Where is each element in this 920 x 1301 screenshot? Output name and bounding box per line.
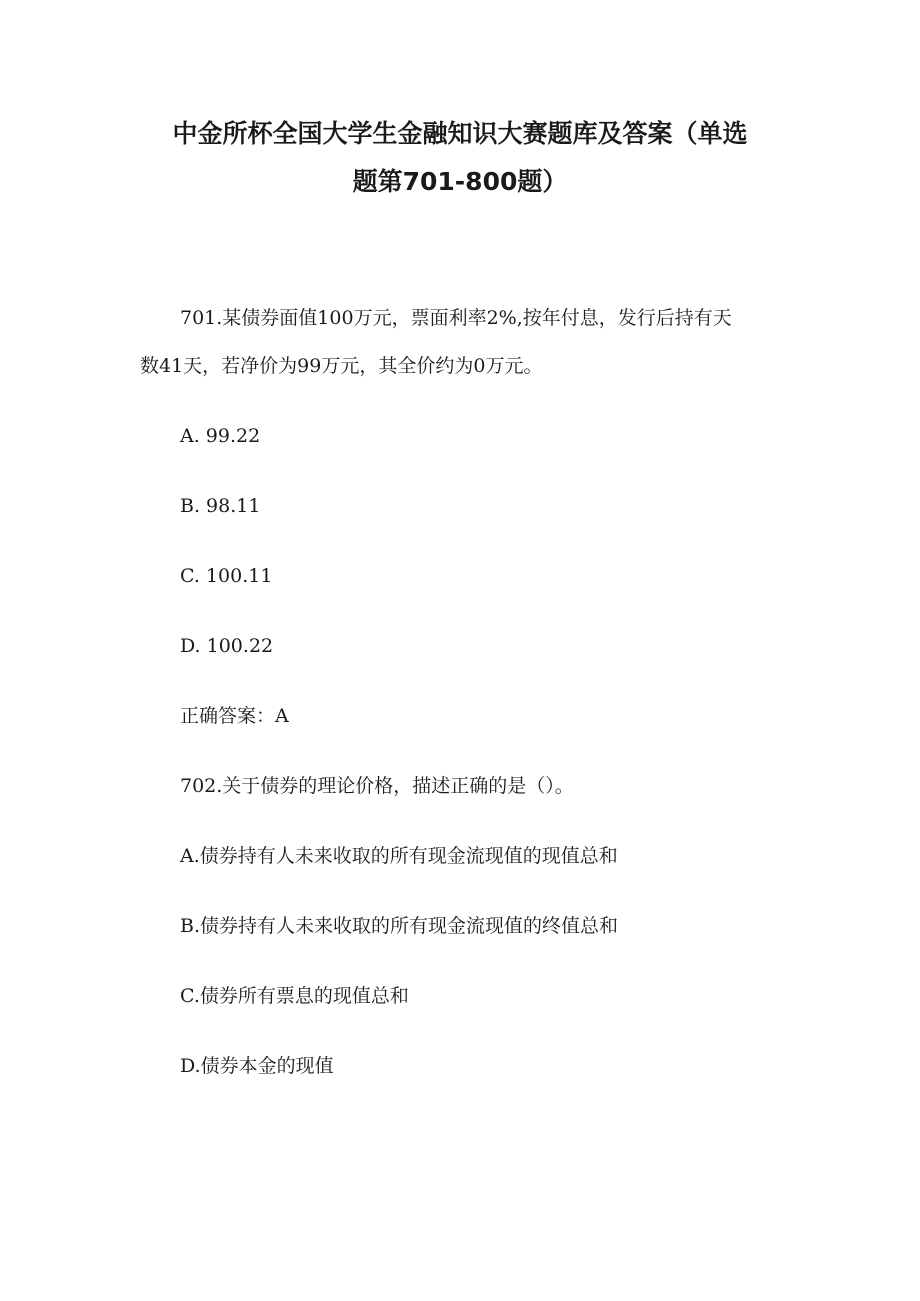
document-title [120, 110, 800, 206]
question-702-option-d: D.债券本金的现值 [180, 1055, 334, 1077]
question-701-text-line-2: 数41天，若净价为99万元，其全价约为0万元。 [140, 355, 543, 377]
question-701-option-b: B. 98.11 [180, 495, 261, 517]
question-701-answer: 正确答案：A [180, 705, 289, 727]
question-702-text: 702.关于债券的理论价格，描述正确的是（）。 [180, 775, 574, 797]
document-title-line-1: 中金所杯全国大学生金融知识大赛题库及答案（单选 [172, 119, 748, 148]
question-701-option-a: A. 99.22 [180, 425, 261, 447]
question-702-option-a: A.债券持有人未来收取的所有现金流现值的现值总和 [180, 845, 618, 867]
question-702-option-c: C.债券所有票息的现值总和 [180, 985, 409, 1007]
question-701-option-d: D. 100.22 [180, 635, 274, 657]
question-702-option-b: B.债券持有人未来收取的所有现金流现值的终值总和 [180, 915, 619, 937]
question-701-text-line-1: 701.某债券面值100万元，票面利率2%,按年付息，发行后持有天 [180, 307, 732, 329]
question-701-option-c: C. 100.11 [180, 565, 273, 587]
document-title-line-2: 题第701-800题） [352, 167, 568, 196]
